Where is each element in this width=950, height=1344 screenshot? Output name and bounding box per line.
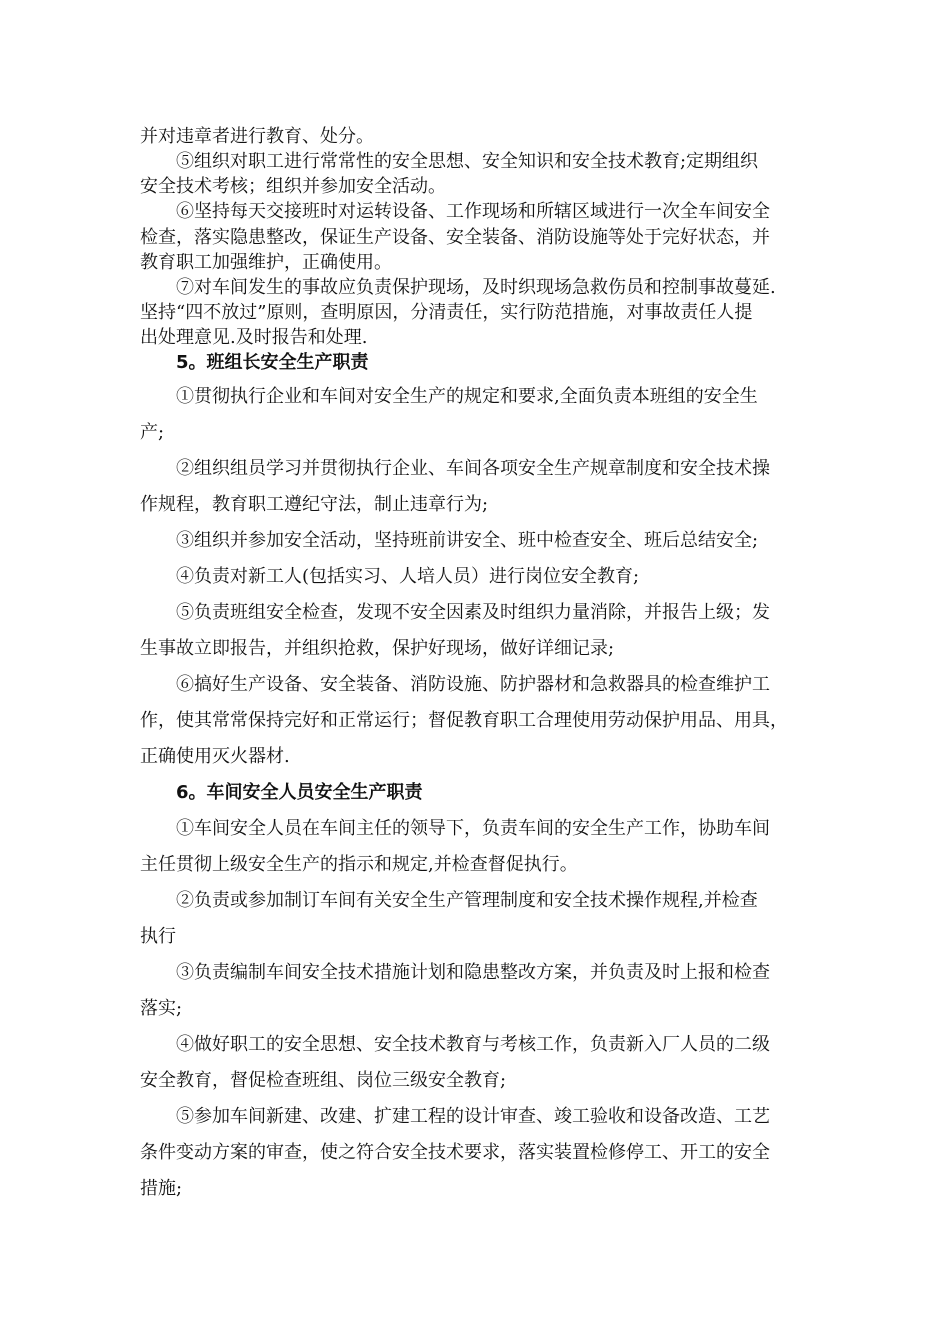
text-line: ⑦对车间发生的事故应负责保护现场，及时织现场急救伤员和控制事故蔓延. <box>176 277 776 298</box>
text-line: ③组织并参加安全活动，坚持班前讲安全、班中检查安全、班后总结安全; <box>176 530 759 551</box>
text-line: ⑤组织对职工进行常常性的安全思想、安全知识和安全技术教育;定期组织 <box>176 151 759 172</box>
text-line: 生事故立即报告，并组织抢救，保护好现场，做好详细记录; <box>140 638 615 659</box>
text-line: 出处理意见.及时报告和处理. <box>140 327 368 348</box>
text-line: ⑥坚持每天交接班时对运转设备、工作现场和所辖区域进行一次全车间安全 <box>176 201 770 222</box>
section-heading-5: 5。班组长安全生产职责 <box>176 352 369 373</box>
text-line: 产; <box>140 422 165 443</box>
text-line: ④做好职工的安全思想、安全技术教育与考核工作，负责新入厂人员的二级 <box>176 1034 770 1055</box>
text-line: ①贯彻执行企业和车间对安全生产的规定和要求,全面负责本班组的安全生 <box>176 386 758 407</box>
text-line: 安全技术考核；组织并参加安全活动。 <box>140 176 446 197</box>
text-line: 并对违章者进行教育、处分。 <box>140 126 374 147</box>
text-line: 执行 <box>140 926 176 947</box>
section-heading-6: 6。车间安全人员安全生产职责 <box>176 782 423 803</box>
text-line: 作规程，教育职工遵纪守法，制止违章行为; <box>140 494 489 515</box>
text-line: 措施; <box>140 1178 183 1199</box>
text-line: ⑥搞好生产设备、安全装备、消防设施、防护器材和急救器具的检查维护工 <box>176 674 770 695</box>
text-line: ⑤负责班组安全检查，发现不安全因素及时组织力量消除，并报告上级；发 <box>176 602 770 623</box>
text-line: 坚持“四不放过”原则，查明原因，分清责任，实行防范措施，对事故责任人提 <box>140 302 753 323</box>
text-line: 检查，落实隐患整改，保证生产设备、安全装备、消防设施等处于完好状态，并 <box>140 227 770 248</box>
text-line: ②组织组员学习并贯彻执行企业、车间各项安全生产规章制度和安全技术操 <box>176 458 770 479</box>
text-line: 主任贯彻上级安全生产的指示和规定,并检查督促执行。 <box>140 854 578 875</box>
text-line: 条件变动方案的审查，使之符合安全技术要求，落实装置检修停工、开工的安全 <box>140 1142 770 1163</box>
text-line: 落实; <box>140 998 183 1019</box>
text-line: ⑤参加车间新建、改建、扩建工程的设计审查、竣工验收和设备改造、工艺 <box>176 1106 770 1127</box>
text-line: 正确使用灭火器材. <box>140 746 290 767</box>
text-line: 作，使其常常保持完好和正常运行；督促教育职工合理使用劳动保护用品、用具， <box>140 710 788 731</box>
text-line: ④负责对新工人(包括实习、人培人员）进行岗位安全教育; <box>176 566 640 587</box>
text-line: 教育职工加强维护，正确使用。 <box>140 252 392 273</box>
text-line: ①车间安全人员在车间主任的领导下，负责车间的安全生产工作，协助车间 <box>176 818 770 839</box>
text-line: ②负责或参加制订车间有关安全生产管理制度和安全技术操作规程,并检查 <box>176 890 758 911</box>
text-line: 安全教育，督促检查班组、岗位三级安全教育; <box>140 1070 507 1091</box>
text-line: ③负责编制车间安全技术措施计划和隐患整改方案，并负责及时上报和检查 <box>176 962 770 983</box>
